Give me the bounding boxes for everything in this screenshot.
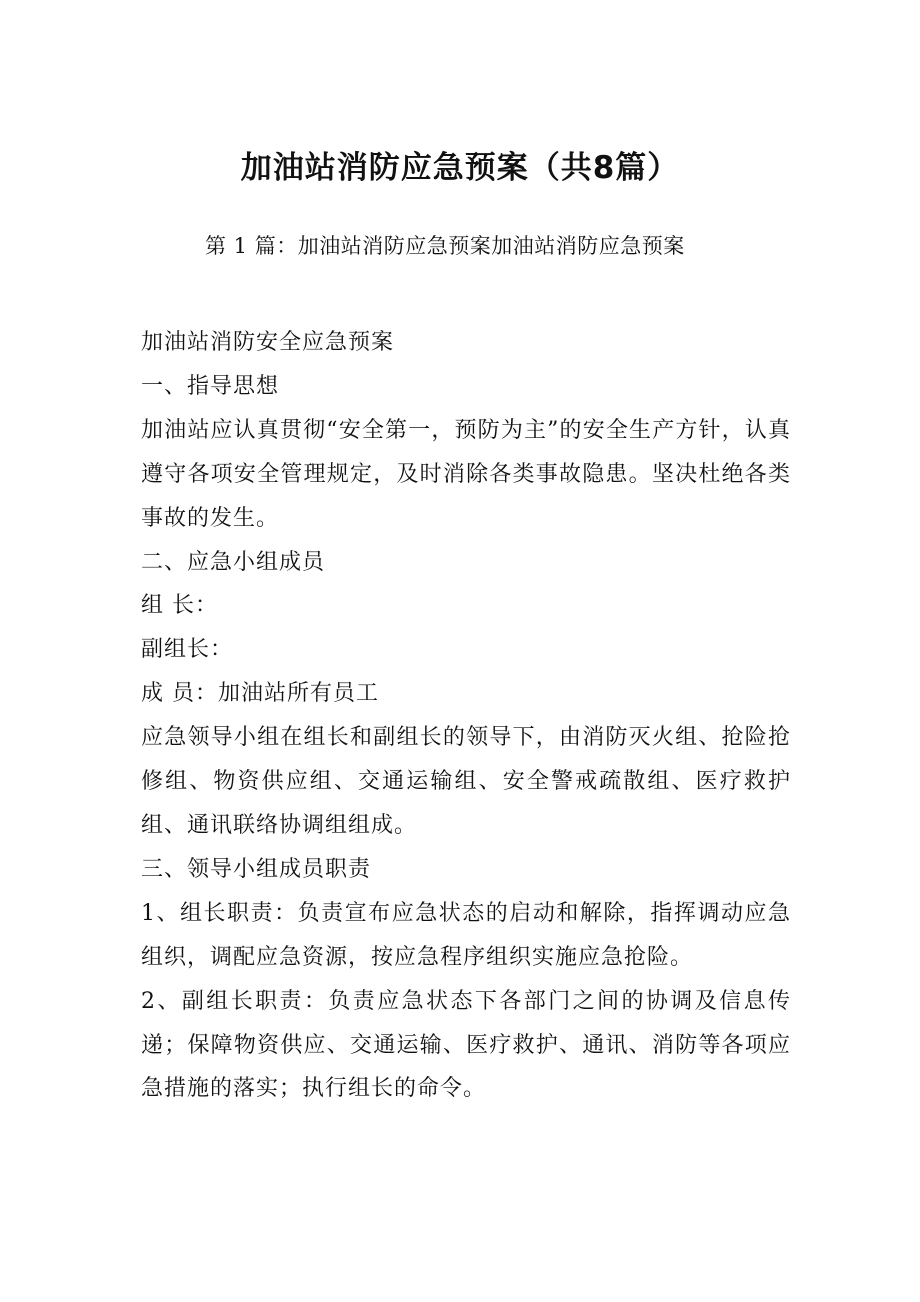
team-members-line: 成 员：加油站所有员工 (141, 681, 379, 707)
paragraph: 应急领导小组在组长和副组长的领导下，由消防灭火组、抢险抢修组、物资供应组、交通运输组、安全警戒疏散组、医疗救护组、通讯联络协调组组成。 (141, 725, 791, 838)
team-leader-line: 组 长： (141, 593, 218, 619)
paragraph-heading: 加油站消防安全应急预案 (141, 330, 395, 355)
document-title: 加油站消防应急预案（共8篇） (240, 150, 680, 186)
section-heading-responsibilities: 三、领导小组成员职责 (141, 856, 372, 882)
section-heading-emergency-team: 二、应急小组成员 (141, 549, 326, 575)
list-item: 1、组长职责：负责宣布应急状态的启动和解除，指挥调动应急组织，调配应急资源，按应急程序组织实施应急抢险。 (141, 900, 791, 970)
section-heading-guiding-thought: 一、指导思想 (141, 373, 280, 399)
deputy-leader-line: 副组长： (141, 637, 234, 663)
section-subtitle: 第 1 篇：加油站消防应急预案加油站消防应急预案 (205, 234, 685, 258)
document-body (141, 321, 791, 1111)
list-item: 2、副组长职责：负责应急状态下各部门之间的协调及信息传递；保障物资供应、交通运输、医疗救护、通讯、消防等各项应急措施的落实；执行组长的命令。 (141, 988, 791, 1102)
paragraph: 加油站应认真贯彻“安全第一，预防为主”的安全生产方针，认真遵守各项安全管理规定，及时消除各类事故隐患。坚决杜绝各类事故的发生。 (141, 417, 791, 531)
